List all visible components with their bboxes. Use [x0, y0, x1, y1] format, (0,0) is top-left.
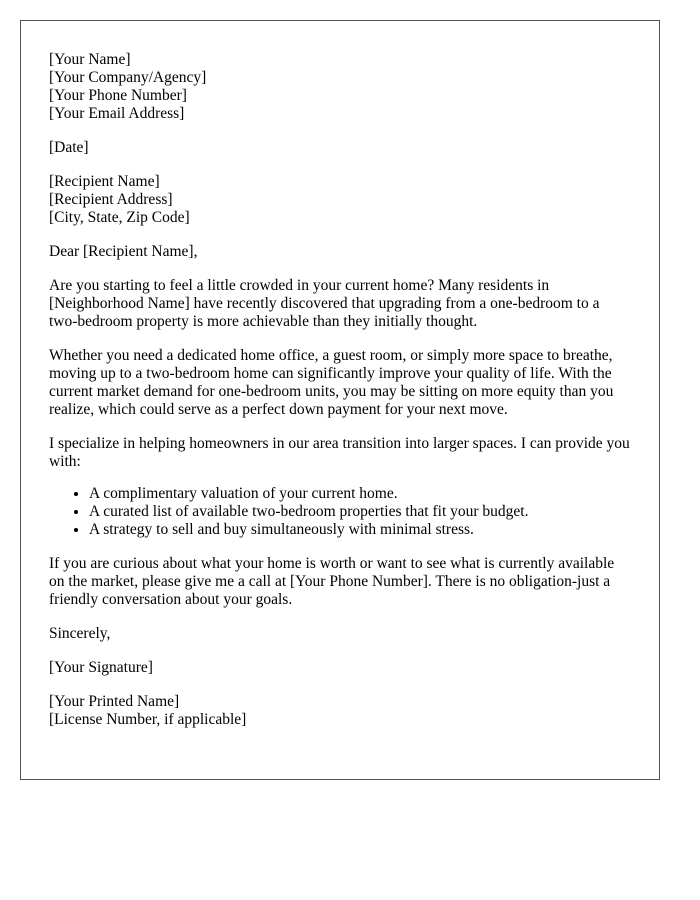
body-paragraph-2: Whether you need a dedicated home office, a guest room, or simply more space to breathe, moving up to a two-bedroom home can significantly improve your quality of life. With the current market demand for one-bedroom units, you may be sitting on more equity than you realize, which could serve as a perfect down payment for your next move.	[49, 347, 614, 418]
list-item: • A complimentary valuation of your current home.	[89, 485, 631, 503]
body-paragraph-4: If you are curious about what your home is worth or want to see what is currently available on the market, please give me a call at [Your Phone Number]. There is no obligation-just a friendly conversation about your goals.	[49, 555, 615, 608]
sender-company: [Your Company/Agency]	[49, 69, 207, 86]
body-paragraph-1: Are you starting to feel a little crowded in your current home? Many residents in [Neighborhood Name] have recently discovered that upgrading from a one-bedroom to a two-bedroom property is more achievable than they initially thought.	[49, 277, 600, 330]
recipient-name: [Recipient Name]	[49, 173, 160, 190]
recipient-address: [Recipient Address]	[49, 191, 173, 208]
signoff-block	[49, 693, 631, 729]
letter-document	[20, 20, 660, 780]
sender-name: [Your Name]	[49, 51, 131, 68]
sender-email: [Your Email Address]	[49, 105, 185, 122]
license-number: [License Number, if applicable]	[49, 711, 247, 728]
list-item: • A strategy to sell and buy simultaneously with minimal stress.	[89, 521, 631, 539]
closing: Sincerely,	[49, 625, 111, 642]
signature: [Your Signature]	[49, 659, 153, 676]
recipient-city-state-zip: [City, State, Zip Code]	[49, 209, 190, 226]
services-list	[49, 485, 631, 539]
sender-phone: [Your Phone Number]	[49, 87, 187, 104]
printed-name: [Your Printed Name]	[49, 693, 180, 710]
salutation: Dear [Recipient Name],	[49, 243, 198, 260]
date-block	[49, 139, 631, 157]
letter-date: [Date]	[49, 139, 89, 156]
recipient-block	[49, 173, 631, 227]
list-item: • A curated list of available two-bedroom properties that fit your budget.	[89, 503, 631, 521]
body-paragraph-3: I specialize in helping homeowners in our area transition into larger spaces. I can provide you with:	[49, 435, 630, 470]
sender-block	[49, 51, 631, 123]
